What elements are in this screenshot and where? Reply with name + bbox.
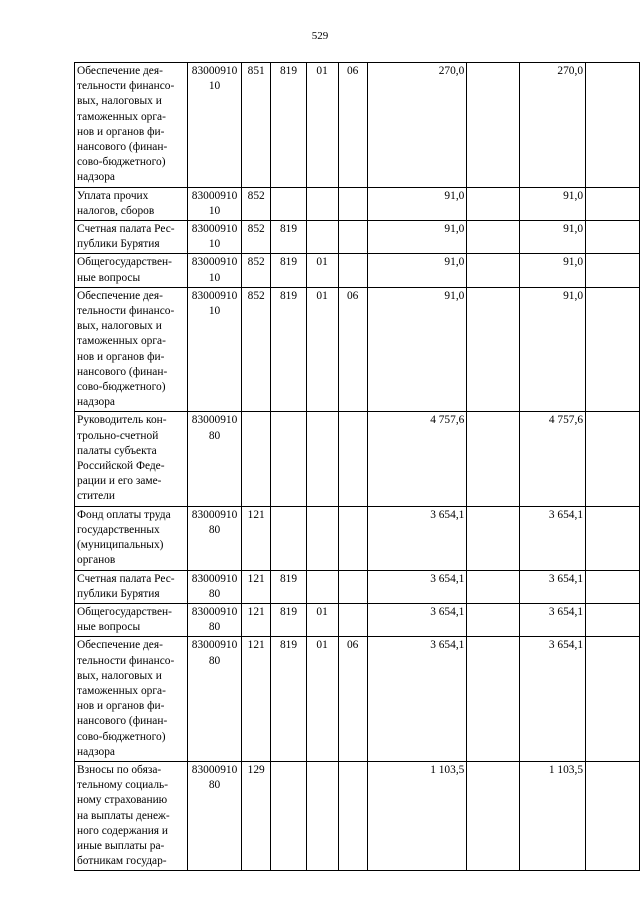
subsection-code-cell xyxy=(338,603,367,636)
target-article-code-cell: 83000910 80 xyxy=(188,412,242,506)
amount-col-4-cell xyxy=(586,63,640,188)
table-row xyxy=(75,412,640,506)
expense-type-code-cell: 852 xyxy=(241,221,271,254)
subsection-code-cell xyxy=(338,221,367,254)
target-article-code-cell: 83000910 80 xyxy=(188,506,242,570)
section-code-cell xyxy=(306,221,338,254)
amount-col-3-cell: 91,0 xyxy=(520,221,586,254)
administrator-code-cell xyxy=(271,761,306,870)
target-article-code-cell: 83000910 80 xyxy=(188,570,242,603)
administrator-code-cell: 819 xyxy=(271,63,306,188)
table-row xyxy=(75,254,640,287)
amount-col-4-cell xyxy=(586,412,640,506)
row-name-cell: Обеспечение дея- тельности финансо- вых, налоговых и таможенных орга- нов и органов фи- нансового (финан- сово-бюджетного) надзора xyxy=(75,637,188,762)
row-name-cell: Счетная палата Рес- публики Бурятия xyxy=(75,570,188,603)
amount-total-cell: 1 103,5 xyxy=(367,761,467,870)
amount-col-2-cell xyxy=(467,761,520,870)
amount-col-3-cell: 91,0 xyxy=(520,187,586,220)
section-code-cell xyxy=(306,761,338,870)
amount-col-3-cell: 91,0 xyxy=(520,287,586,412)
expense-type-code-cell: 129 xyxy=(241,761,271,870)
subsection-code-cell xyxy=(338,570,367,603)
amount-total-cell: 3 654,1 xyxy=(367,603,467,636)
administrator-code-cell xyxy=(271,412,306,506)
administrator-code-cell: 819 xyxy=(271,637,306,762)
table-row xyxy=(75,287,640,412)
expense-type-code-cell: 121 xyxy=(241,506,271,570)
table-row xyxy=(75,761,640,870)
target-article-code-cell: 83000910 10 xyxy=(188,63,242,188)
table-row xyxy=(75,637,640,762)
subsection-code-cell: 06 xyxy=(338,287,367,412)
subsection-code-cell xyxy=(338,761,367,870)
table-row xyxy=(75,221,640,254)
amount-col-3-cell: 3 654,1 xyxy=(520,637,586,762)
administrator-code-cell: 819 xyxy=(271,221,306,254)
amount-col-3-cell: 1 103,5 xyxy=(520,761,586,870)
row-name-cell: Счетная палата Рес- публики Бурятия xyxy=(75,221,188,254)
target-article-code-cell: 83000910 80 xyxy=(188,637,242,762)
administrator-code-cell: 819 xyxy=(271,287,306,412)
amount-col-2-cell xyxy=(467,221,520,254)
amount-col-3-cell: 270,0 xyxy=(520,63,586,188)
amount-col-2-cell xyxy=(467,603,520,636)
amount-col-3-cell: 3 654,1 xyxy=(520,603,586,636)
amount-col-2-cell xyxy=(467,63,520,188)
amount-col-4-cell xyxy=(586,637,640,762)
amount-col-4-cell xyxy=(586,761,640,870)
expense-type-code-cell: 121 xyxy=(241,637,271,762)
administrator-code-cell: 819 xyxy=(271,570,306,603)
amount-col-4-cell xyxy=(586,254,640,287)
amount-total-cell: 91,0 xyxy=(367,221,467,254)
amount-col-2-cell xyxy=(467,506,520,570)
amount-total-cell: 91,0 xyxy=(367,287,467,412)
section-code-cell: 01 xyxy=(306,287,338,412)
table-row xyxy=(75,63,640,188)
section-code-cell xyxy=(306,187,338,220)
amount-col-4-cell xyxy=(586,221,640,254)
subsection-code-cell xyxy=(338,506,367,570)
amount-col-4-cell xyxy=(586,506,640,570)
amount-total-cell: 270,0 xyxy=(367,63,467,188)
row-name-cell: Общегосударствен- ные вопросы xyxy=(75,254,188,287)
expense-type-code-cell: 852 xyxy=(241,187,271,220)
table-row xyxy=(75,187,640,220)
administrator-code-cell xyxy=(271,187,306,220)
expense-type-code-cell: 121 xyxy=(241,603,271,636)
administrator-code-cell: 819 xyxy=(271,603,306,636)
budget-table xyxy=(74,62,640,871)
amount-col-4-cell xyxy=(586,603,640,636)
section-code-cell: 01 xyxy=(306,254,338,287)
section-code-cell xyxy=(306,412,338,506)
target-article-code-cell: 83000910 10 xyxy=(188,221,242,254)
amount-col-3-cell: 91,0 xyxy=(520,254,586,287)
amount-total-cell: 4 757,6 xyxy=(367,412,467,506)
section-code-cell xyxy=(306,570,338,603)
target-article-code-cell: 83000910 10 xyxy=(188,187,242,220)
amount-total-cell: 3 654,1 xyxy=(367,570,467,603)
page-number: 529 xyxy=(311,30,329,42)
row-name-cell: Обеспечение дея- тельности финансо- вых, налоговых и таможенных орга- нов и органов фи- нансового (финан- сово-бюджетного) надзора xyxy=(75,287,188,412)
amount-col-2-cell xyxy=(467,412,520,506)
table-row xyxy=(75,603,640,636)
target-article-code-cell: 83000910 10 xyxy=(188,254,242,287)
expense-type-code-cell: 851 xyxy=(241,63,271,188)
row-name-cell: Уплата прочих налогов, сборов xyxy=(75,187,188,220)
amount-col-4-cell xyxy=(586,570,640,603)
row-name-cell: Обеспечение дея- тельности финансо- вых, налоговых и таможенных орга- нов и органов фи- нансового (финан- сово-бюджетного) надзора xyxy=(75,63,188,188)
subsection-code-cell: 06 xyxy=(338,63,367,188)
row-name-cell: Общегосударствен- ные вопросы xyxy=(75,603,188,636)
subsection-code-cell: 06 xyxy=(338,637,367,762)
amount-total-cell: 91,0 xyxy=(367,254,467,287)
section-code-cell: 01 xyxy=(306,603,338,636)
amount-col-3-cell: 3 654,1 xyxy=(520,506,586,570)
amount-col-3-cell: 3 654,1 xyxy=(520,570,586,603)
amount-col-2-cell xyxy=(467,287,520,412)
target-article-code-cell: 83000910 80 xyxy=(188,603,242,636)
section-code-cell xyxy=(306,506,338,570)
target-article-code-cell: 83000910 10 xyxy=(188,287,242,412)
expense-type-code-cell xyxy=(241,412,271,506)
amount-col-2-cell xyxy=(467,254,520,287)
amount-col-4-cell xyxy=(586,187,640,220)
section-code-cell: 01 xyxy=(306,63,338,188)
table-row xyxy=(75,506,640,570)
target-article-code-cell: 83000910 80 xyxy=(188,761,242,870)
administrator-code-cell xyxy=(271,506,306,570)
amount-col-2-cell xyxy=(467,570,520,603)
expense-type-code-cell: 121 xyxy=(241,570,271,603)
administrator-code-cell: 819 xyxy=(271,254,306,287)
amount-col-2-cell xyxy=(467,637,520,762)
amount-col-2-cell xyxy=(467,187,520,220)
subsection-code-cell xyxy=(338,187,367,220)
table-row xyxy=(75,570,640,603)
amount-total-cell: 3 654,1 xyxy=(367,506,467,570)
row-name-cell: Руководитель кон- трольно-счетной палаты субъекта Российской Феде- рации и его заме- стители xyxy=(75,412,188,506)
row-name-cell: Взносы по обяза- тельному социаль- ному страхованию на выплаты денеж- ного содержания и иные выплаты ра- ботникам государ- xyxy=(75,761,188,870)
row-name-cell: Фонд оплаты труда государственных (муниципальных) органов xyxy=(75,506,188,570)
amount-total-cell: 91,0 xyxy=(367,187,467,220)
amount-col-3-cell: 4 757,6 xyxy=(520,412,586,506)
subsection-code-cell xyxy=(338,412,367,506)
section-code-cell: 01 xyxy=(306,637,338,762)
amount-total-cell: 3 654,1 xyxy=(367,637,467,762)
budget-table-body xyxy=(75,63,640,871)
amount-col-4-cell xyxy=(586,287,640,412)
expense-type-code-cell: 852 xyxy=(241,254,271,287)
expense-type-code-cell: 852 xyxy=(241,287,271,412)
subsection-code-cell xyxy=(338,254,367,287)
